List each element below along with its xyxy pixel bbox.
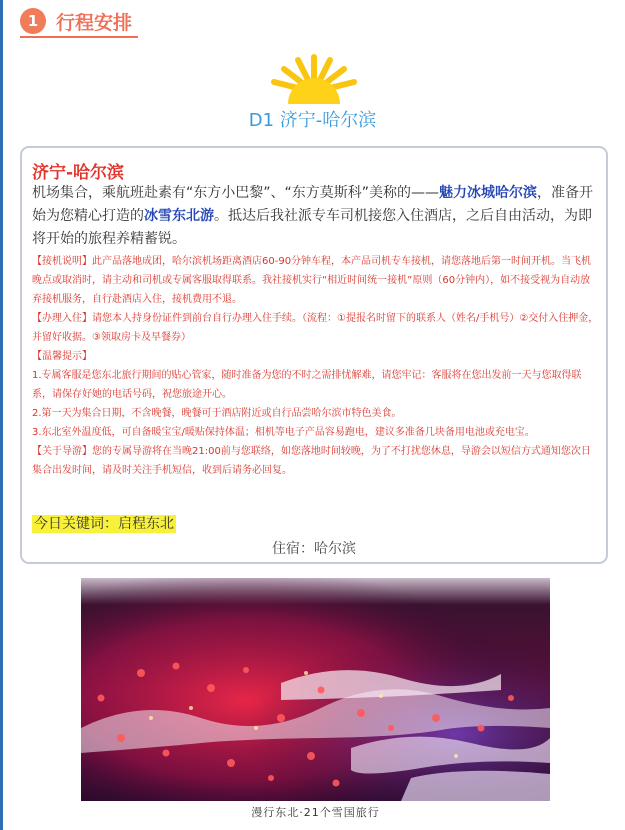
note-tip-2: 2.第一天为集合日期，不含晚餐，晚餐可于酒店附近或自行品尝哈尔滨市特色美食。: [32, 408, 402, 419]
note-tip-3: 3.东北室外温度低，可自备暖宝宝/暖贴保持体温；相机等电子产品容易跑电，建议多准备几块备用电池或充电宝。: [32, 427, 535, 438]
intro-highlight-northeast: 冰雪东北游: [144, 208, 214, 224]
route-title: 济宁-哈尔滨: [32, 163, 125, 183]
section-title: 行程安排: [56, 12, 133, 34]
note-checkin: 【办理入住】请您本人持身份证件到前台自行办理入住手续。（流程：①提报名时留下的联系人（姓名/手机号）②交付入住押金，并留好收据。③领取房卡及早餐券）: [32, 313, 599, 343]
note-tip-1: 1.专属客服是您东北旅行期间的贴心管家，随时准备为您的不时之需排忧解难，请您牢记：客服将在您出发前一天与您取得联系，请保存好她的电话号码，祝您旅途开心。: [32, 370, 582, 400]
section-number-badge: 1: [20, 8, 46, 34]
itinerary-card: [20, 146, 608, 564]
intro-paragraph: [32, 182, 600, 251]
section-underline: [20, 36, 138, 38]
intro-text-1: 机场集合，乘航班赴素有“东方小巴黎”、“东方莫斯科”美称的——: [32, 185, 440, 201]
intro-highlight-harbin: 魅力冰城哈尔滨: [439, 185, 538, 201]
photo-caption: 漫行东北·21个雪国旅行: [81, 801, 550, 824]
notes-block: [32, 252, 600, 480]
snow-town-photo: [81, 578, 550, 824]
note-tips-heading: 【温馨提示】: [32, 351, 92, 362]
intro-text-2: ，准备开始为您精心打造的: [32, 185, 594, 224]
section-header: [20, 6, 140, 36]
sun-icon: [268, 52, 360, 104]
day-title: D1 济宁-哈尔滨: [248, 110, 377, 131]
photo-night-scene: [81, 578, 550, 801]
note-pickup: 【接机说明】此产品落地成团，哈尔滨机场距离酒店60-90分钟车程，本产品司机专车接机，请您落地后第一时间开机。当飞机晚点或取消时，请主动和司机或专属客服取得联系。我社接机实行“相近时间统一接机”原则（60分钟内），如不接受视为自动放弃接机服务，自行赴酒店入住，接机费用不退。: [32, 256, 592, 305]
accommodation: 住宿：哈尔滨: [272, 541, 356, 557]
note-guide: 【关于导游】您的专属导游将在当晚21:00前与您联络，如您落地时间较晚，为了不打扰您休息，导游会以短信方式通知您次日集合出发时间，请及时关注手机短信，收到后请务必回复。: [32, 446, 591, 476]
keyword-highlight: 今日关键词：启程东北: [34, 516, 174, 532]
intro-text-3: 。抵达后我社派专车司机接您入住酒店，之后自由活动，为即将开始的旅程养精蓄锐。: [32, 208, 592, 247]
